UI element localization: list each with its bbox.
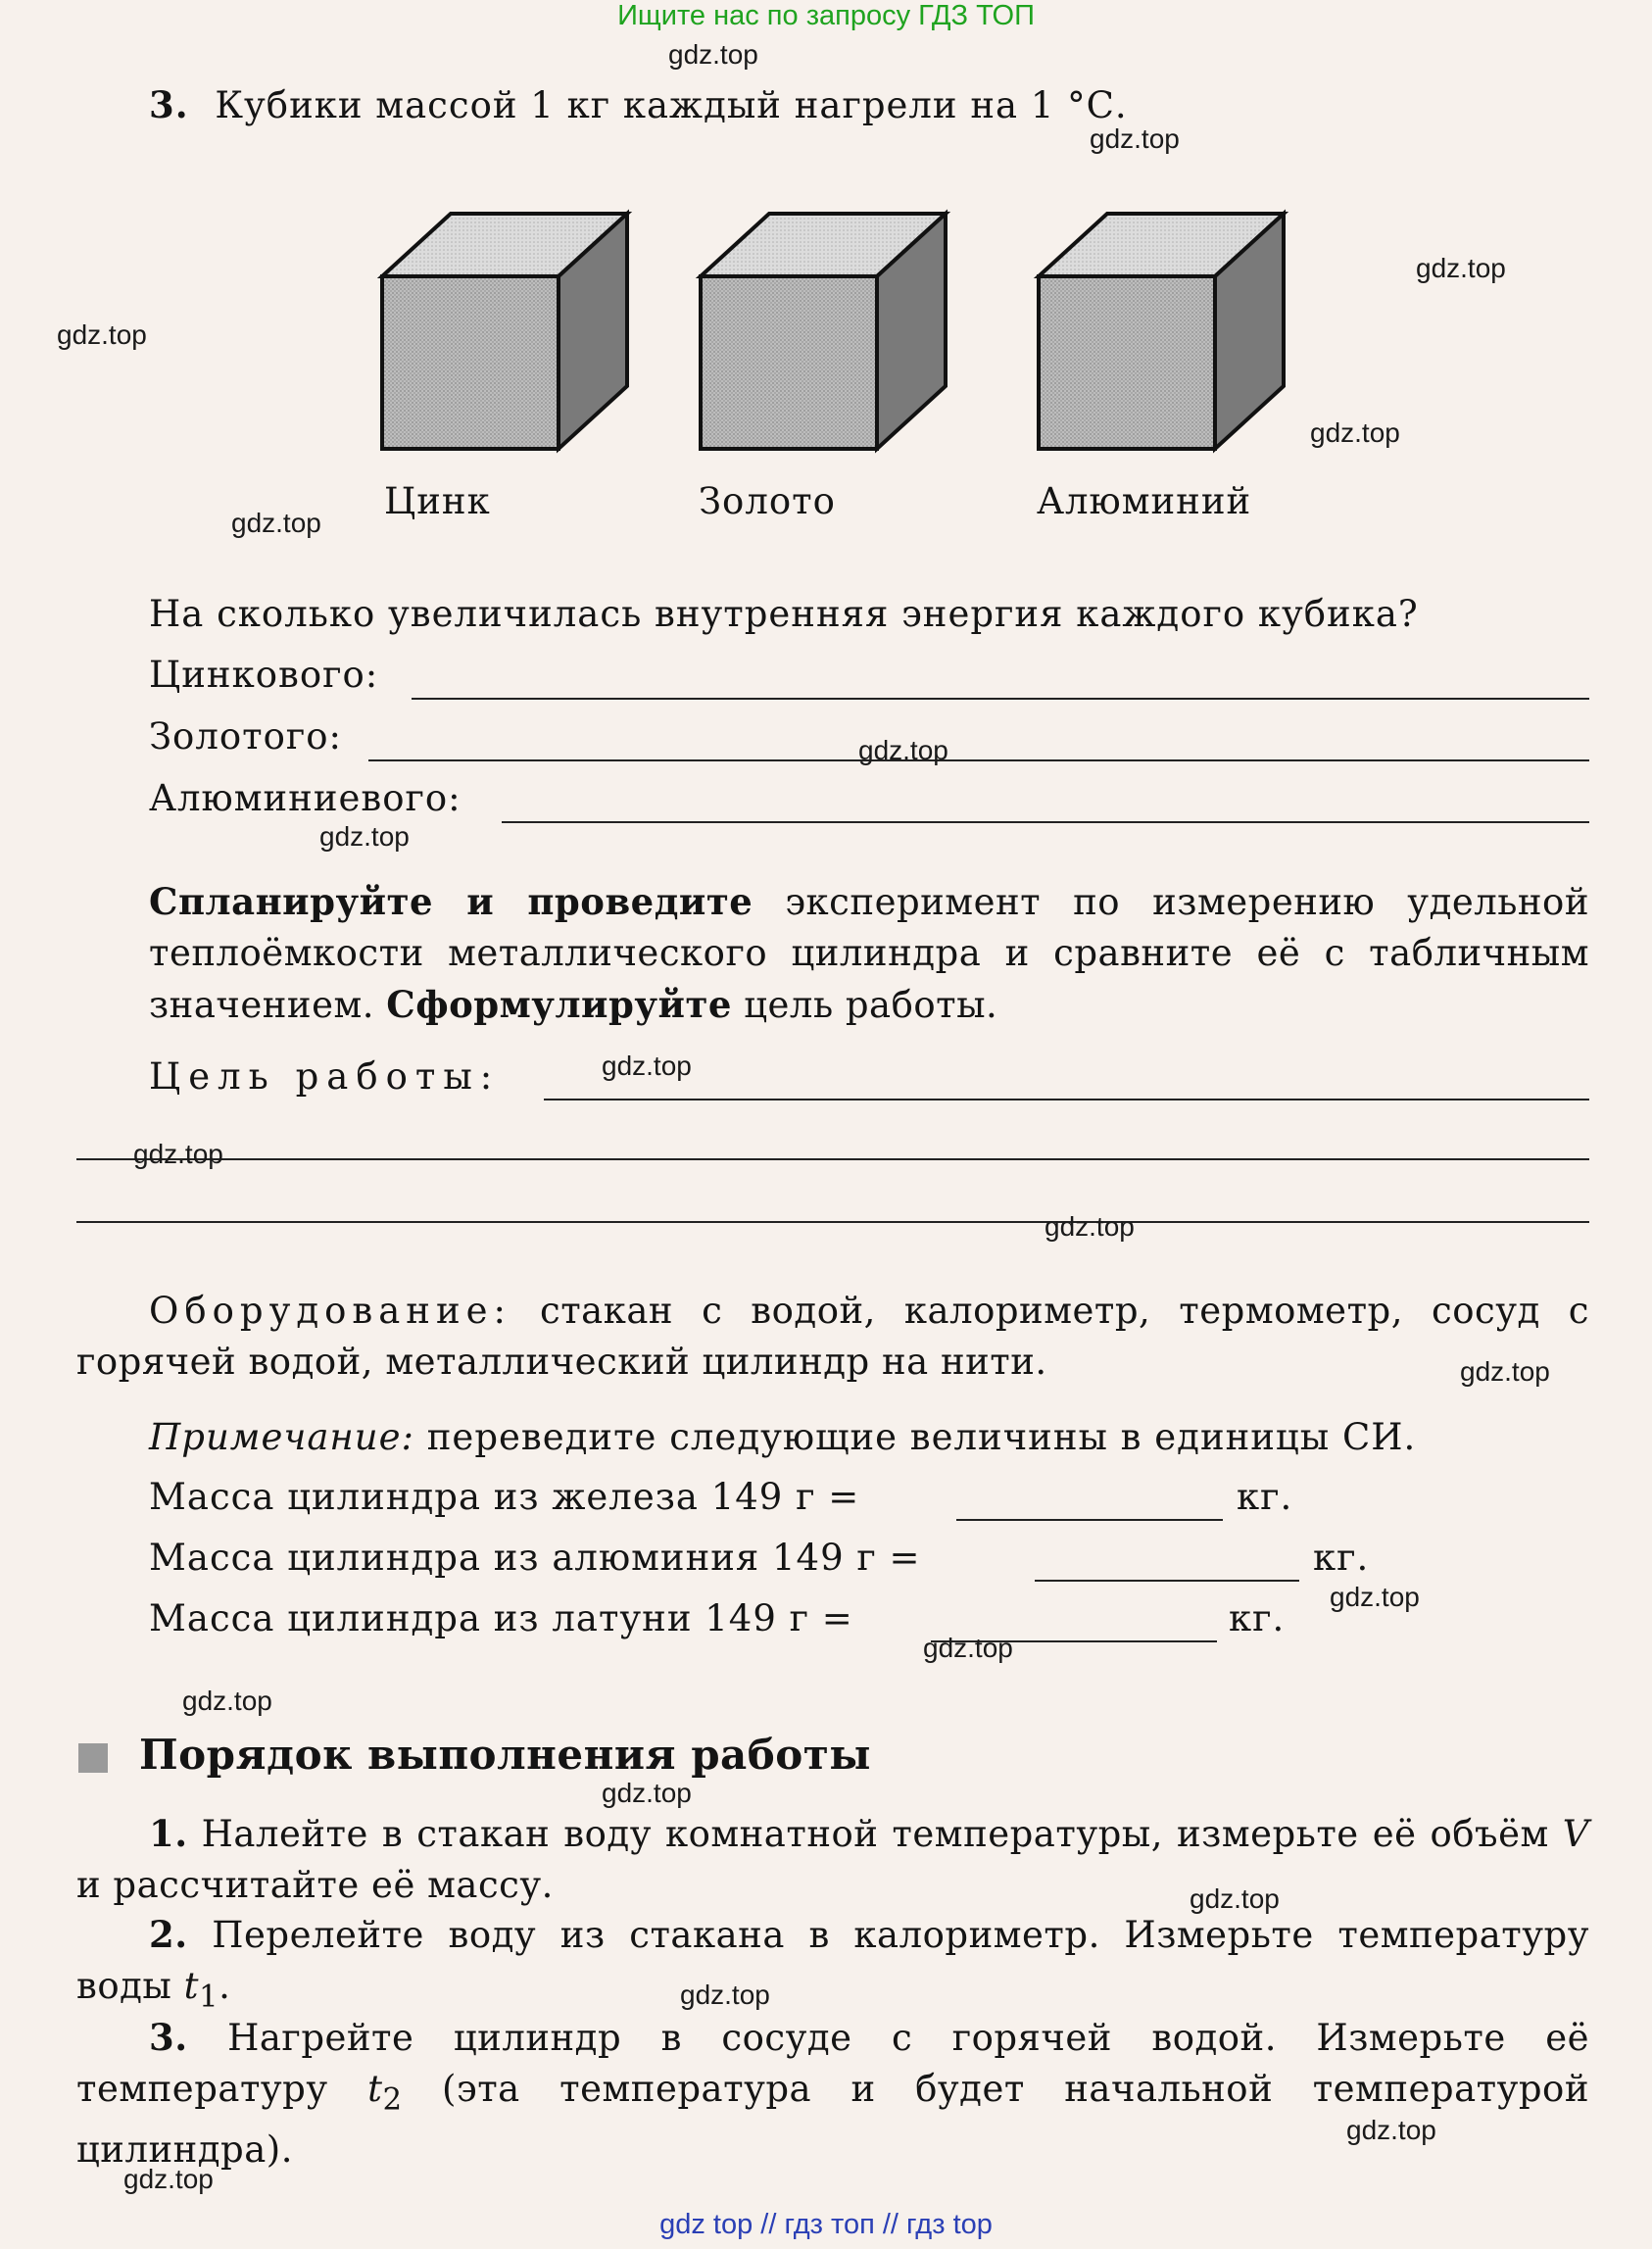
cube-zinc: [382, 214, 627, 449]
equipment-label: Оборудование:: [149, 1290, 511, 1332]
note-unit-brass: кг.: [1229, 1597, 1286, 1639]
task-3-header: [149, 80, 1128, 130]
field-label-gold: Золотого:: [149, 715, 342, 758]
note-answer-iron[interactable]: [956, 1519, 1223, 1521]
watermark: gdz.top: [602, 1051, 692, 1081]
watermark: gdz.top: [319, 821, 410, 852]
cubes-illustration: [372, 206, 1293, 461]
watermark: gdz.top: [1090, 123, 1180, 154]
field-label-zinc: Цинкового:: [149, 654, 379, 696]
cube-label-zinc: Цинк: [384, 480, 491, 522]
watermark: gdz.top: [57, 319, 147, 350]
watermark: gdz.top: [1330, 1582, 1420, 1612]
step-1-var: V: [1562, 1813, 1589, 1855]
section-marker: [78, 1743, 108, 1773]
goal-line-2[interactable]: [76, 1158, 1589, 1160]
note-unit-aluminium: кг.: [1313, 1537, 1370, 1579]
watermark: gdz.top: [923, 1633, 1013, 1663]
note-line: [149, 1413, 1416, 1462]
watermark: gdz.top: [231, 508, 321, 538]
watermark: gdz.top: [1346, 2115, 1436, 2145]
watermark: gdz.top: [123, 2164, 214, 2194]
step-3-var: t: [367, 2068, 383, 2110]
step-1-text-2: и рассчитайте её массу.: [76, 1864, 554, 1906]
step-2-text: Перелейте воду из стакана в калориметр. Измерьте температуру воды: [76, 1914, 1589, 2007]
plan-paragraph: [149, 876, 1589, 1031]
step-2-sub: 1: [198, 1979, 219, 2015]
goal-line-1[interactable]: [544, 1099, 1589, 1100]
note-row-brass: Масса цилиндра из латуни 149 г =: [149, 1597, 853, 1639]
note-row-aluminium: Масса цилиндра из алюминия 149 г =: [149, 1537, 921, 1579]
step-3-text-2: (эта температура и будет начальной температурой цилиндра).: [76, 2068, 1589, 2172]
cube-gold: [701, 214, 946, 449]
note-unit-iron: кг.: [1237, 1476, 1293, 1518]
watermark: gdz.top: [1045, 1211, 1135, 1242]
step-3: [76, 2012, 1589, 2176]
footer-links: gdz top // гдз топ // гдз top: [659, 2209, 993, 2240]
goal-line-3[interactable]: [76, 1221, 1589, 1223]
plan-text-2: цель работы.: [731, 984, 998, 1026]
step-2-text-2: .: [219, 1965, 231, 2007]
answer-line-gold[interactable]: [368, 759, 1589, 761]
goal-label: Цель работы:: [149, 1055, 501, 1098]
answer-line-aluminium[interactable]: [502, 821, 1589, 823]
question-text: На сколько увеличилась внутренняя энергия каждого кубика?: [149, 593, 1419, 635]
step-1-number: 1.: [149, 1812, 188, 1855]
cube-label-aluminium: Алюминий: [1037, 480, 1252, 522]
watermark: gdz.top: [602, 1778, 692, 1808]
step-2-var: t: [183, 1965, 199, 2007]
step-3-number: 3.: [149, 2016, 188, 2059]
note-answer-aluminium[interactable]: [1035, 1580, 1299, 1582]
field-label-aluminium: Алюминиевого:: [149, 777, 462, 819]
watermark: gdz.top: [1416, 253, 1506, 283]
note-text: переведите следующие величины в единицы СИ.: [414, 1416, 1417, 1458]
top-banner: Ищите нас по запросу ГДЗ ТОП: [617, 0, 1035, 31]
plan-bold-1: Спланируйте и проведите: [149, 880, 753, 923]
cube-aluminium: [1039, 214, 1284, 449]
note-label: Примечание:: [149, 1416, 414, 1458]
watermark: gdz.top: [668, 39, 758, 70]
task-number: 3.: [149, 83, 189, 126]
step-2-number: 2.: [149, 1913, 188, 1956]
watermark: gdz.top: [680, 1980, 770, 2010]
watermark: gdz.top: [1310, 417, 1400, 448]
note-row-iron: Масса цилиндра из железа 149 г =: [149, 1476, 860, 1518]
watermark: gdz.top: [858, 735, 948, 765]
procedure-heading: Порядок выполнения работы: [139, 1731, 871, 1779]
task-text: Кубики массой 1 кг каждый нагрели на 1 °С.: [215, 84, 1128, 126]
step-1-text: Налейте в стакан воду комнатной температуры, измерьте её объём: [187, 1813, 1563, 1855]
plan-bold-2: Сформулируйте: [386, 983, 732, 1026]
watermark: gdz.top: [1190, 1883, 1280, 1914]
equipment-paragraph: [76, 1286, 1589, 1388]
answer-line-zinc[interactable]: [412, 698, 1589, 700]
plan-text-1: эксперимент по измерению удельной теплоёмкости металлического цилиндра и сравните её с табличным значением.: [149, 881, 1589, 1026]
step-2: [76, 1909, 1589, 2022]
step-3-text: Нагрейте цилиндр в сосуде с горячей водой. Измерьте её температуру: [76, 2017, 1589, 2110]
watermark: gdz.top: [182, 1686, 272, 1716]
step-1: [76, 1808, 1589, 1911]
equipment-text: стакан с водой, калориметр, термометр, сосуд с горячей водой, металлический цилиндр на нити.: [76, 1290, 1589, 1383]
watermark: gdz.top: [1460, 1356, 1550, 1387]
step-3-sub: 2: [382, 2081, 403, 2118]
cube-label-gold: Золото: [699, 480, 836, 522]
watermark: gdz.top: [133, 1139, 223, 1169]
